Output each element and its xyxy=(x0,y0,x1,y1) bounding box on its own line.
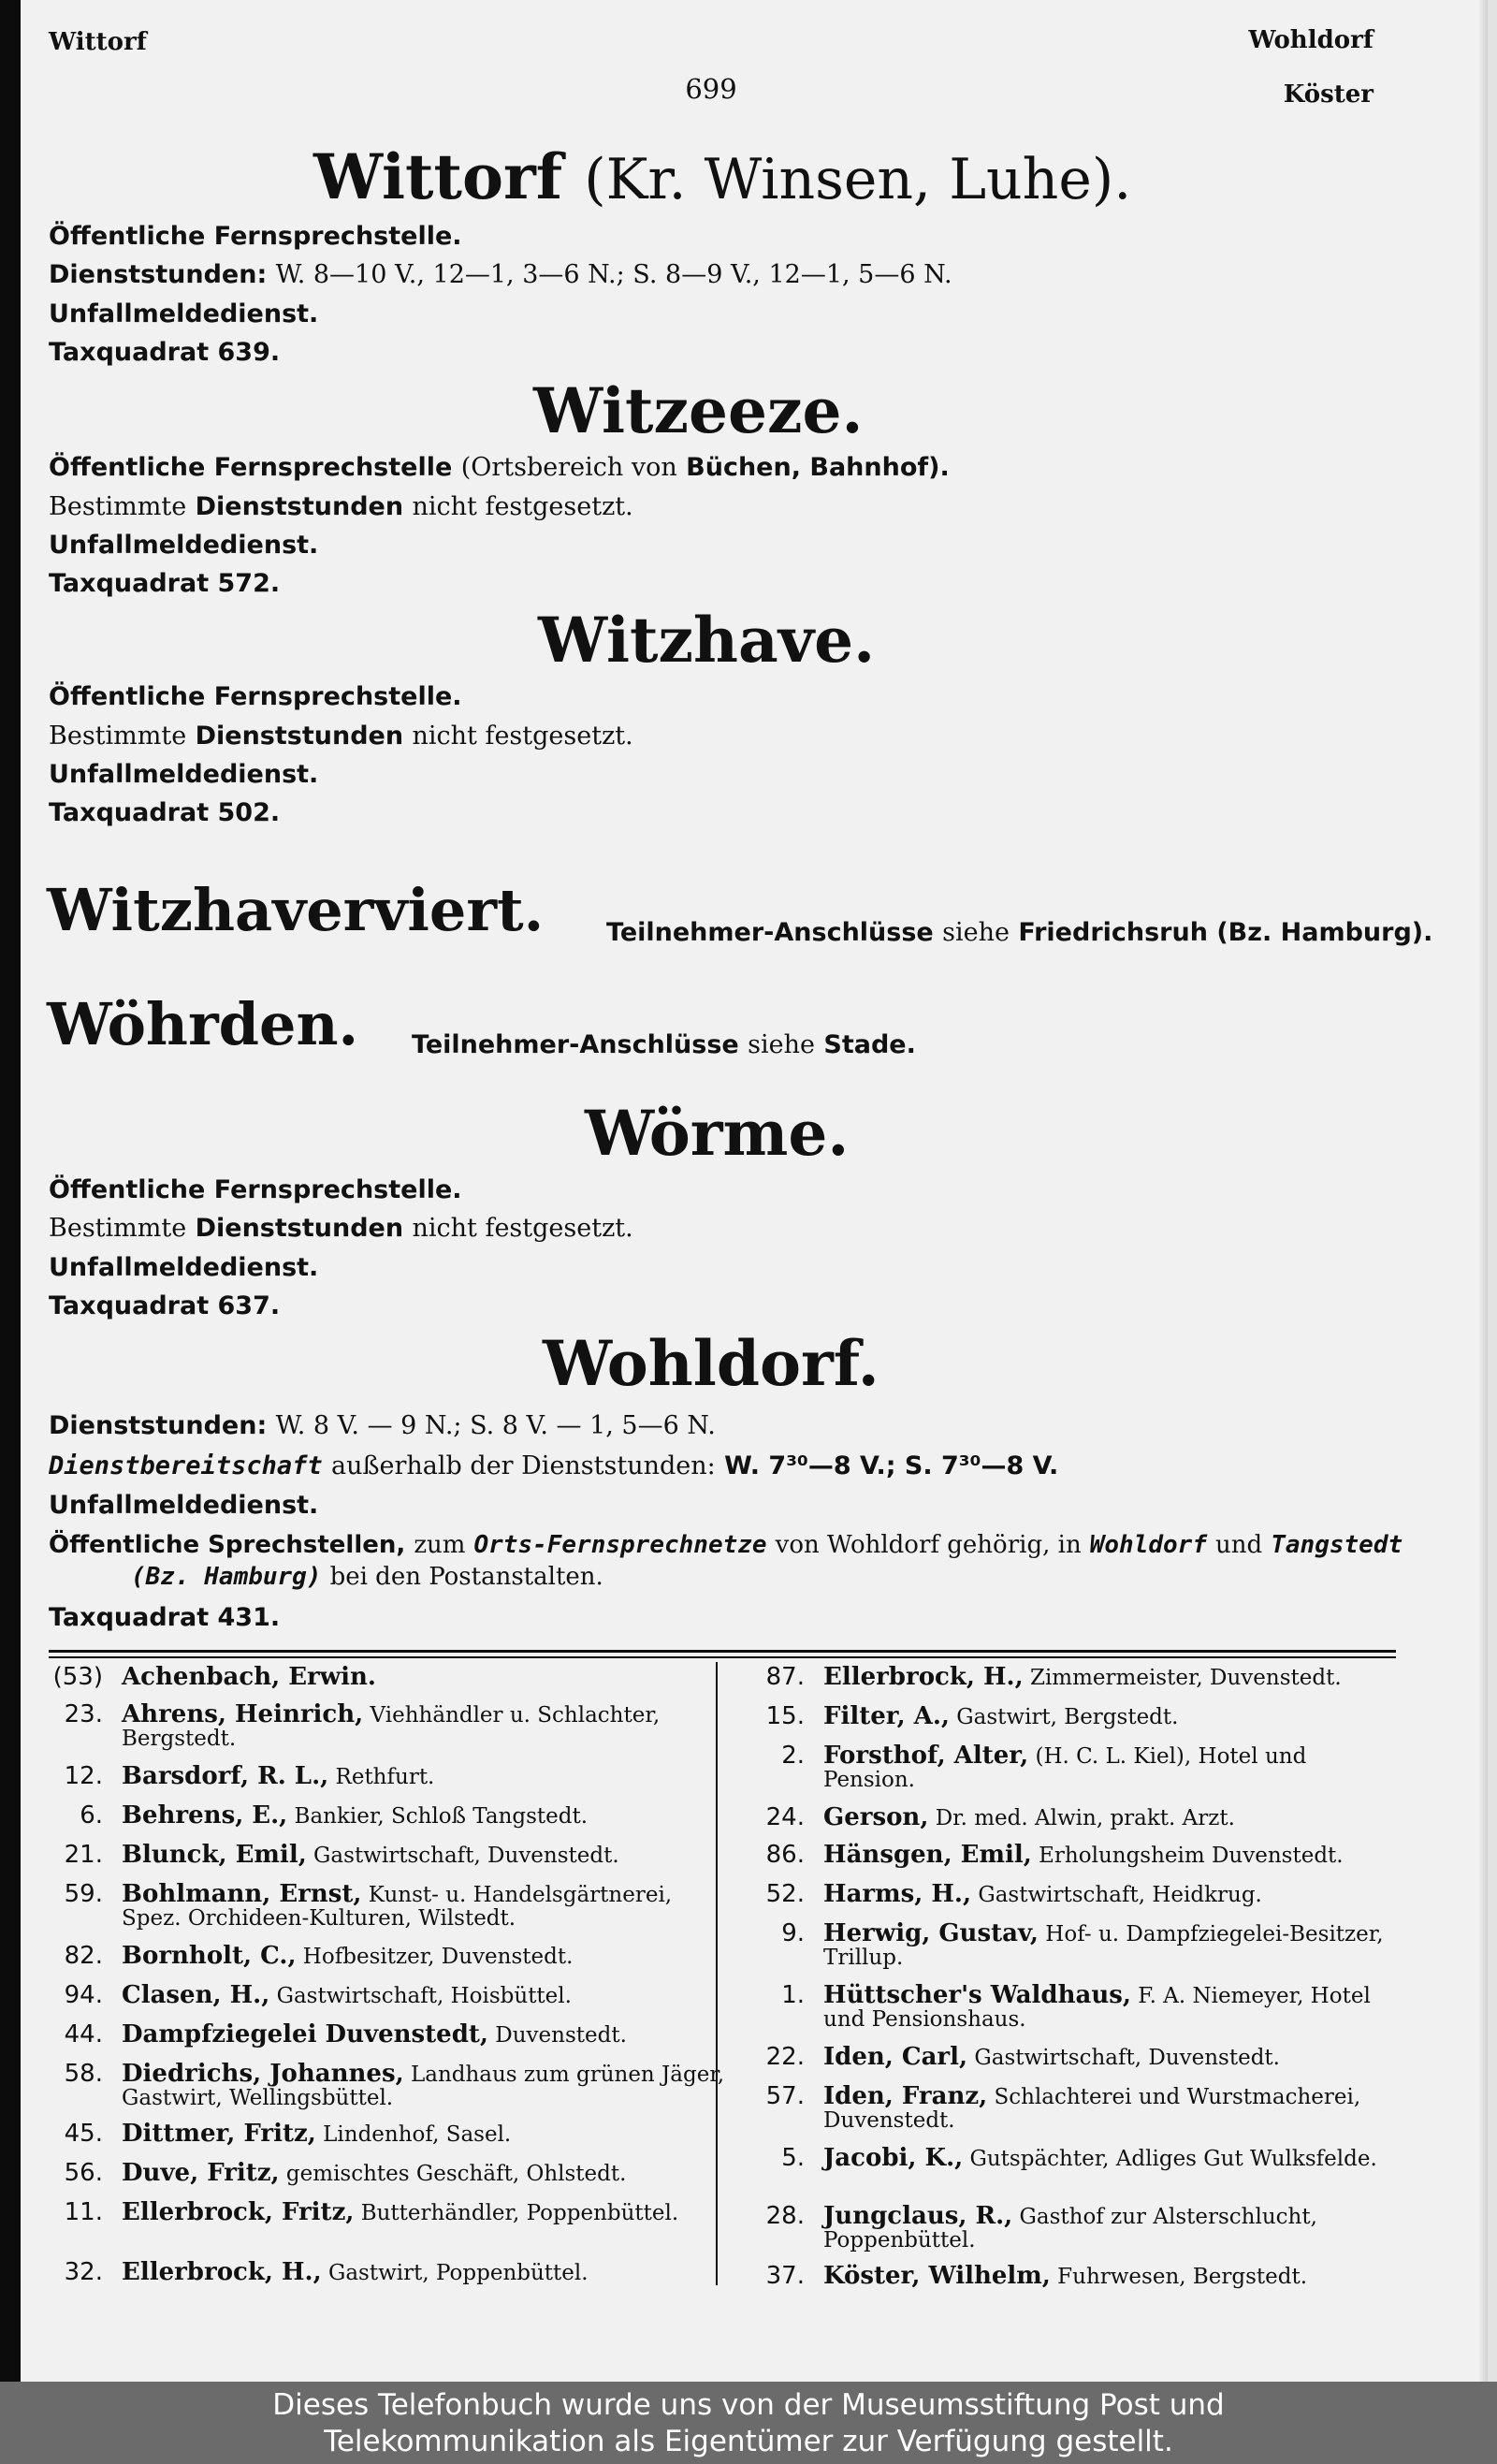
info-line: Öffentliche Fernsprechstelle. xyxy=(49,1175,462,1204)
place-subtitle: (Kr. Winsen, Luhe). xyxy=(584,147,1132,212)
subscriber-name: Barsdorf, R. L., xyxy=(122,1762,329,1790)
subscriber-number: 94. xyxy=(64,1981,103,2009)
subscriber-details: Erholungsheim Duvenstedt. xyxy=(1031,1844,1344,1868)
info-emphasis: Tangstedt xyxy=(1271,1531,1403,1559)
info-line xyxy=(49,1410,716,1442)
subscriber-details: Gastwirt, Bergstedt. xyxy=(949,1705,1179,1729)
info-line xyxy=(49,259,952,291)
info-line: Taxquadrat 572. xyxy=(49,569,281,598)
info-line xyxy=(49,491,633,523)
info-label: Dienstbereitschaft xyxy=(49,1451,323,1480)
subscriber-name: Forsthof, Alter, xyxy=(823,1742,1029,1770)
info-label: Dienststunden xyxy=(195,1214,404,1243)
cross-reference xyxy=(606,917,1432,949)
info-value: nicht festgesetzt. xyxy=(412,1214,633,1243)
running-header-right-bottom: Köster xyxy=(1283,80,1373,109)
info-line: Unfallmeldedienst. xyxy=(49,1491,319,1520)
info-value: und xyxy=(1215,1531,1263,1559)
subscriber-number: (53) xyxy=(52,1663,103,1691)
info-emphasis: Wohldorf xyxy=(1089,1531,1207,1559)
info-line xyxy=(49,1451,1058,1482)
info-value: bei den Postanstalten. xyxy=(329,1563,603,1591)
subscriber-number: 57. xyxy=(765,2082,805,2110)
subscriber-name: Harms, H., xyxy=(823,1880,972,1908)
subscriber-name: Herwig, Gustav, xyxy=(823,1919,1039,1947)
subscriber-details: Hof- u. Dampfziegelei-Besitzer, Trillup. xyxy=(823,1922,1384,1970)
info-value: Bestimmte xyxy=(49,722,187,751)
info-value: Bestimmte xyxy=(49,492,187,521)
info-value: W. 8—10 V., 12—1, 3—6 N.; S. 8—9 V., 12—1, 5—6 N. xyxy=(275,260,952,289)
subscriber-name: Hänsgen, Emil, xyxy=(823,1841,1032,1869)
subscriber-details: (H. C. L. Kiel), Hotel und Pension. xyxy=(823,1744,1307,1792)
subscriber-details: Fuhrwesen, Bergstedt. xyxy=(1050,2265,1308,2289)
info-line: Unfallmeldedienst. xyxy=(49,299,319,328)
subscriber-name: Behrens, E., xyxy=(122,1801,288,1830)
info-line: Öffentliche Fernsprechstelle. xyxy=(49,682,462,711)
subscriber-name: Bohlmann, Ernst, xyxy=(122,1880,362,1908)
subscriber-details: Hofbesitzer, Duvenstedt. xyxy=(296,1945,574,1969)
info-line xyxy=(49,721,633,752)
subscriber-number: 11. xyxy=(64,2198,103,2226)
subscriber-number: 23. xyxy=(64,1700,103,1728)
page-edge-shadow xyxy=(1478,0,1488,2382)
info-line: Unfallmeldedienst. xyxy=(49,531,319,560)
subscriber-number: 58. xyxy=(64,2060,103,2088)
subscriber-number: 2. xyxy=(781,1742,805,1770)
info-line: Öffentliche Fernsprechstelle. xyxy=(49,222,462,251)
place-heading-woehrden: Wöhrden. xyxy=(47,990,359,1058)
place-title: Wittorf xyxy=(313,140,563,213)
info-line xyxy=(49,1213,633,1245)
subscriber-name: Filter, A., xyxy=(823,1702,950,1730)
info-line: Taxquadrat 639. xyxy=(49,338,281,367)
info-line xyxy=(131,1561,603,1593)
subscriber-details: Gastwirtschaft, Duvenstedt. xyxy=(967,2046,1280,2070)
info-value: von Wohldorf gehörig, in xyxy=(775,1531,1082,1559)
subscriber-details: Schlachterei und Wurstmacherei, Duvenstedt. xyxy=(823,2085,1361,2133)
info-line xyxy=(49,452,950,484)
subscriber-name: Jungclaus, R., xyxy=(823,2202,1013,2230)
subscriber-name: Achenbach, Erwin. xyxy=(122,1663,376,1691)
info-line xyxy=(49,1529,1403,1561)
info-value: W. 8 V. — 9 N.; S. 8 V. — 1, 5—6 N. xyxy=(275,1411,716,1440)
info-label: Öffentliche Fernsprechstelle xyxy=(49,453,453,482)
page-number: 699 xyxy=(685,73,737,105)
subscriber-number: 52. xyxy=(765,1880,805,1908)
info-line: Unfallmeldedienst. xyxy=(49,1253,319,1282)
subscriber-name: Diedrichs, Johannes, xyxy=(122,2060,404,2088)
double-rule-top xyxy=(49,1650,1396,1653)
subscriber-details: Lindenhof, Sasel. xyxy=(315,2122,512,2147)
place-heading-wittorf xyxy=(313,140,1131,213)
binding-edge xyxy=(0,0,21,2382)
place-heading-woerme: Wörme. xyxy=(585,1097,850,1170)
info-label: Dienststunden: xyxy=(49,260,268,289)
subscriber-details: Zimmermeister, Duvenstedt. xyxy=(1023,1666,1342,1690)
info-value: (Ortsbereich von xyxy=(460,453,677,482)
subscriber-details: Dr. med. Alwin, prakt. Arzt. xyxy=(928,1806,1235,1830)
info-value: Bestimmte xyxy=(49,1214,187,1243)
footer-line-2: Telekommunikation als Eigentümer zur Verfügung gestellt. xyxy=(324,2425,1173,2458)
subscriber-name: Hüttscher's Waldhaus, xyxy=(823,1981,1131,2009)
subscriber-details: gemischtes Geschäft, Ohlstedt. xyxy=(279,2162,627,2186)
cross-reference-target: Friedrichsruh (Bz. Hamburg). xyxy=(1018,918,1433,947)
subscriber-name: Clasen, H., xyxy=(122,1981,270,2009)
subscriber-number: 12. xyxy=(64,1762,103,1790)
subscriber-number: 22. xyxy=(765,2043,805,2071)
subscriber-name: Duve, Fritz, xyxy=(122,2159,280,2187)
subscriber-name: Ellerbrock, H., xyxy=(122,2258,322,2286)
info-value: W. 7³⁰—8 V.; S. 7³⁰—8 V. xyxy=(724,1451,1059,1480)
subscriber-details: Gastwirtschaft, Duvenstedt. xyxy=(306,1844,619,1868)
cross-reference-word: siehe xyxy=(942,918,1010,947)
info-emphasis: Orts-Fernsprechnetze xyxy=(473,1531,767,1559)
subscriber-details: F. A. Niemeyer, Hotel und Pensionshaus. xyxy=(823,1984,1371,2032)
subscriber-number: 6. xyxy=(80,1801,103,1830)
subscriber-number: 21. xyxy=(64,1841,103,1869)
subscriber-details: Gutspächter, Adliges Gut Wulksfelde. xyxy=(963,2147,1377,2171)
subscriber-number: 45. xyxy=(64,2120,103,2148)
subscriber-name: Blunck, Emil, xyxy=(122,1841,307,1869)
info-line: Unfallmeldedienst. xyxy=(49,760,319,789)
subscriber-details: Gastwirtschaft, Hoisbüttel. xyxy=(269,1984,572,2008)
subscriber-number: 56. xyxy=(64,2159,103,2187)
info-value: nicht festgesetzt. xyxy=(412,492,633,521)
double-rule-bottom xyxy=(49,1656,1396,1658)
subscriber-number: 32. xyxy=(64,2258,103,2286)
subscriber-number: 86. xyxy=(765,1841,805,1869)
subscriber-number: 28. xyxy=(765,2202,805,2230)
subscriber-details: Rethfurt. xyxy=(328,1765,435,1789)
subscriber-number: 37. xyxy=(765,2262,805,2290)
place-heading-witzhave: Witzhave. xyxy=(538,604,876,677)
running-header-right-top: Wohldorf xyxy=(1248,26,1373,54)
info-label: Dienststunden xyxy=(195,492,404,521)
subscriber-number: 9. xyxy=(781,1919,805,1947)
info-value: nicht festgesetzt. xyxy=(412,722,633,751)
place-heading-wohldorf: Wohldorf. xyxy=(543,1327,879,1400)
subscriber-name: Bornholt, C., xyxy=(122,1942,297,1970)
subscriber-number: 82. xyxy=(64,1942,103,1970)
cross-reference xyxy=(412,1029,916,1061)
info-label: Büchen, Bahnhof). xyxy=(686,453,950,482)
subscriber-details: Gasthof zur Alsterschlucht, Poppenbüttel. xyxy=(823,2205,1317,2253)
subscriber-number: 5. xyxy=(781,2144,805,2172)
running-header-left: Wittorf xyxy=(49,28,147,56)
subscriber-name: Dampfziegelei Duvenstedt, xyxy=(122,2020,488,2048)
info-emphasis: (Bz. Hamburg) xyxy=(131,1563,322,1591)
subscriber-name: Ahrens, Heinrich, xyxy=(122,1700,364,1728)
subscriber-name: Iden, Franz, xyxy=(823,2082,988,2110)
footer-notice xyxy=(0,2382,1497,2464)
subscriber-name: Gerson, xyxy=(823,1803,929,1831)
info-label: Dienststunden xyxy=(195,722,404,751)
footer-line-1: Dieses Telefonbuch wurde uns von der Museumsstiftung Post und xyxy=(272,2388,1225,2422)
subscriber-details: Gastwirtschaft, Heidkrug. xyxy=(971,1883,1262,1907)
subscriber-name: Ellerbrock, H., xyxy=(823,1663,1024,1691)
subscriber-name: Dittmer, Fritz, xyxy=(122,2120,316,2148)
subscriber-details: Landhaus zum grünen Jäger, Gastwirt, Wellingsbüttel. xyxy=(122,2063,725,2110)
subscriber-name: Iden, Carl, xyxy=(823,2043,968,2071)
subscriber-name: Köster, Wilhelm, xyxy=(823,2262,1051,2290)
subscriber-details: Butterhändler, Poppenbüttel. xyxy=(354,2201,679,2225)
info-label: Dienststunden: xyxy=(49,1411,268,1440)
subscriber-details: Kunst- u. Handelsgärtnerei, Spez. Orchideen-Kulturen, Wilstedt. xyxy=(122,1883,673,1931)
info-value: zum xyxy=(414,1531,466,1559)
place-heading-witzeeze: Witzeeze. xyxy=(533,374,864,447)
subscriber-details: Viehhändler u. Schlachter, Bergstedt. xyxy=(122,1703,661,1751)
info-label: Öffentliche Sprechstellen, xyxy=(49,1531,406,1559)
cross-reference-label: Teilnehmer-Anschlüsse xyxy=(606,918,934,947)
subscriber-number: 87. xyxy=(765,1663,805,1691)
info-line: Taxquadrat 637. xyxy=(49,1291,281,1320)
subscriber-name: Ellerbrock, Fritz, xyxy=(122,2198,355,2226)
cross-reference-target: Stade. xyxy=(823,1030,916,1059)
place-heading-witzhaverviert: Witzhaverviert. xyxy=(47,876,545,944)
subscriber-details: Duvenstedt. xyxy=(487,2023,627,2048)
subscriber-details: Gastwirt, Poppenbüttel. xyxy=(321,2261,589,2285)
info-line: Taxquadrat 431. xyxy=(49,1603,281,1632)
column-separator xyxy=(716,1662,718,2285)
cross-reference-label: Teilnehmer-Anschlüsse xyxy=(412,1030,739,1059)
info-line: Taxquadrat 502. xyxy=(49,798,281,827)
subscriber-details: Bankier, Schloß Tangstedt. xyxy=(287,1804,589,1829)
subscriber-number: 1. xyxy=(781,1981,805,2009)
subscriber-number: 24. xyxy=(765,1803,805,1831)
subscriber-number: 44. xyxy=(64,2020,103,2048)
info-value: außerhalb der Dienststunden: xyxy=(331,1451,716,1480)
subscriber-number: 59. xyxy=(64,1880,103,1908)
subscriber-name: Jacobi, K., xyxy=(823,2144,964,2172)
cross-reference-word: siehe xyxy=(748,1030,815,1059)
subscriber-number: 15. xyxy=(765,1702,805,1730)
